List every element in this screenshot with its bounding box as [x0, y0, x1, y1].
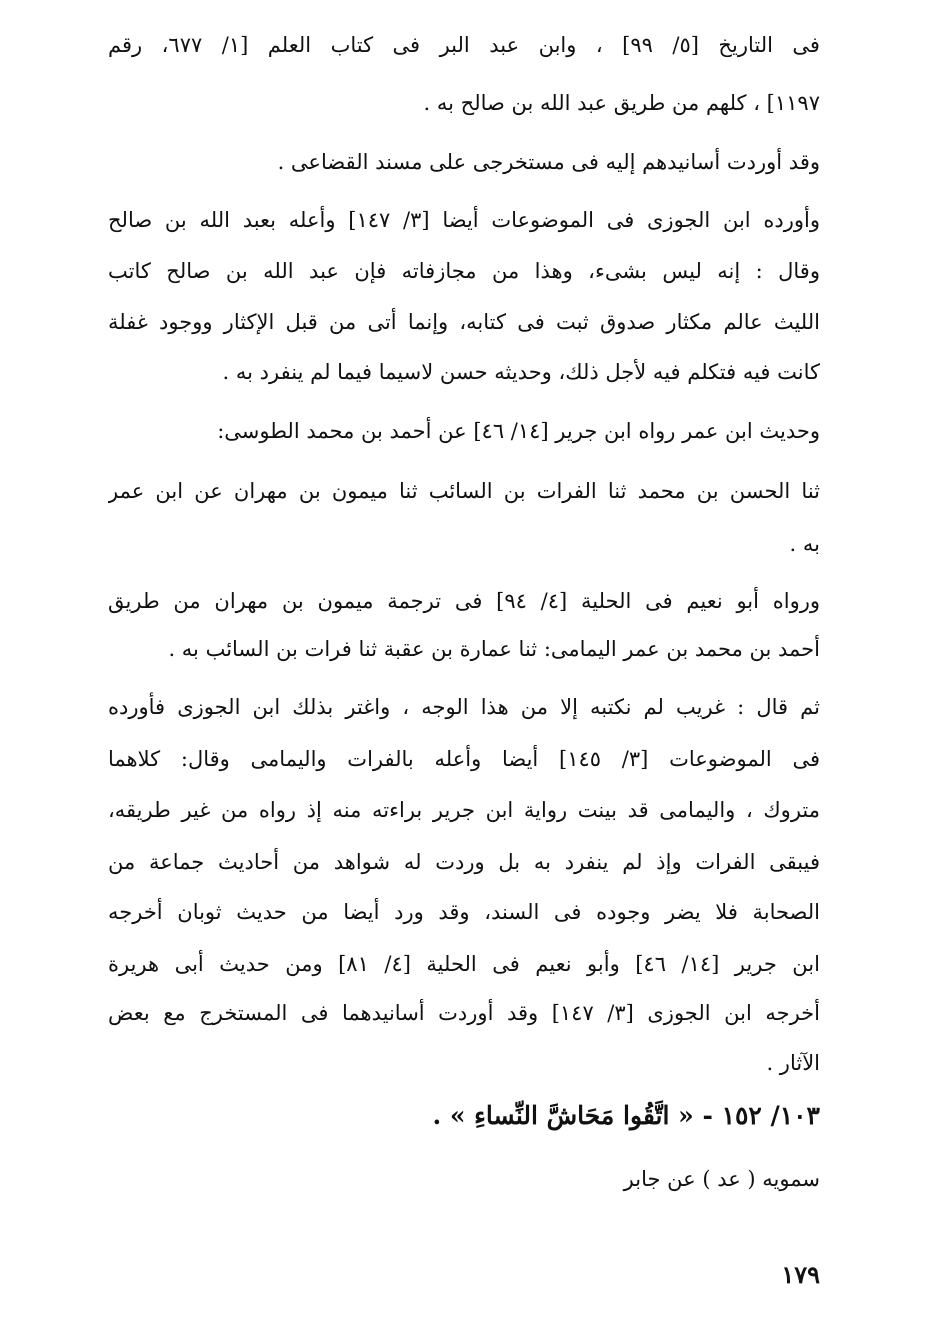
text-line-15: متروك ، واليمامى قد بينت رواية ابن جرير براءته منه إذ رواه من غير طريقه،	[108, 798, 820, 822]
hadith-heading: ١٠٣/ ١٥٢ - « اتَّقُوا مَحَاشَّ النِّساءِ » .	[432, 1101, 820, 1130]
text-line-6: الليث عالم مكثار صدوق ثبت فى كتابه، وإنما أتى من قبل الإكثار ووجود غفلة	[108, 310, 820, 334]
text-line-10: به .	[789, 532, 820, 556]
page-number: ١٧٩	[781, 1260, 820, 1289]
text-line-17: الصحابة فلا يضر وجوده فى السند، وقد ورد أيضا من حديث ثوبان أخرجه	[108, 900, 820, 924]
text-line-20: الآثار .	[766, 1051, 820, 1075]
text-line-3: وقد أوردت أسانيدهم إليه فى مستخرجى على مسند القضاعى .	[277, 150, 820, 174]
text-line-16: فيبقى الفرات وإذ لم ينفرد به بل وردت له شواهد من أحاديث جماعة من	[108, 850, 820, 874]
text-line-4: وأورده ابن الجوزى فى الموضوعات أيضا [٣/ ١٤٧] وأعله بعبد الله بن صالح	[108, 208, 820, 232]
text-line-2: ١١٩٧] ، كلهم من طريق عبد الله بن صالح به .	[423, 91, 820, 115]
text-line-12: أحمد بن محمد بن عمر اليمامى: ثنا عمارة بن عقبة ثنا فرات بن السائب به .	[168, 637, 820, 661]
text-line-19: أخرجه ابن الجوزى [٣/ ١٤٧] وقد أوردت أسانيدهما فى المستخرج مع بعض	[108, 1001, 820, 1025]
text-line-13: ثم قال : غريب لم نكتبه إلا من هذا الوجه ، واغتر بذلك ابن الجوزى فأورده	[108, 695, 820, 719]
text-line-1: فى التاريخ [٥/ ٩٩] ، وابن عبد البر فى كتاب العلم [١/ ٦٧٧، رقم	[108, 33, 820, 57]
text-line-8: وحديث ابن عمر رواه ابن جرير [١٤/ ٤٦] عن أحمد بن محمد الطوسى:	[217, 419, 820, 443]
text-line-9: ثنا الحسن بن محمد ثنا الفرات بن السائب ثنا ميمون بن مهران عن ابن عمر	[108, 479, 820, 503]
text-line-14: فى الموضوعات [٣/ ١٤٥] أيضا وأعله بالفرات واليمامى وقال: كلاهما	[108, 747, 820, 771]
text-line-7: كانت فيه فتكلم فيه لأجل ذلك، وحديثه حسن لاسيما فيما لم ينفرد به .	[222, 360, 820, 384]
text-line-5: وقال : إنه ليس بشىء، وهذا من مجازفاته فإن عبد الله بن صالح كاتب	[108, 259, 820, 283]
text-line-11: ورواه أبو نعيم فى الحلية [٤/ ٩٤] فى ترجمة ميمون بن مهران من طريق	[108, 589, 820, 613]
hadith-source: سمويه ( عد ) عن جابر	[623, 1167, 820, 1191]
text-line-18: ابن جرير [١٤/ ٤٦] وأبو نعيم فى الحلية [٤/ ٨١] ومن حديث أبى هريرة	[108, 952, 820, 976]
